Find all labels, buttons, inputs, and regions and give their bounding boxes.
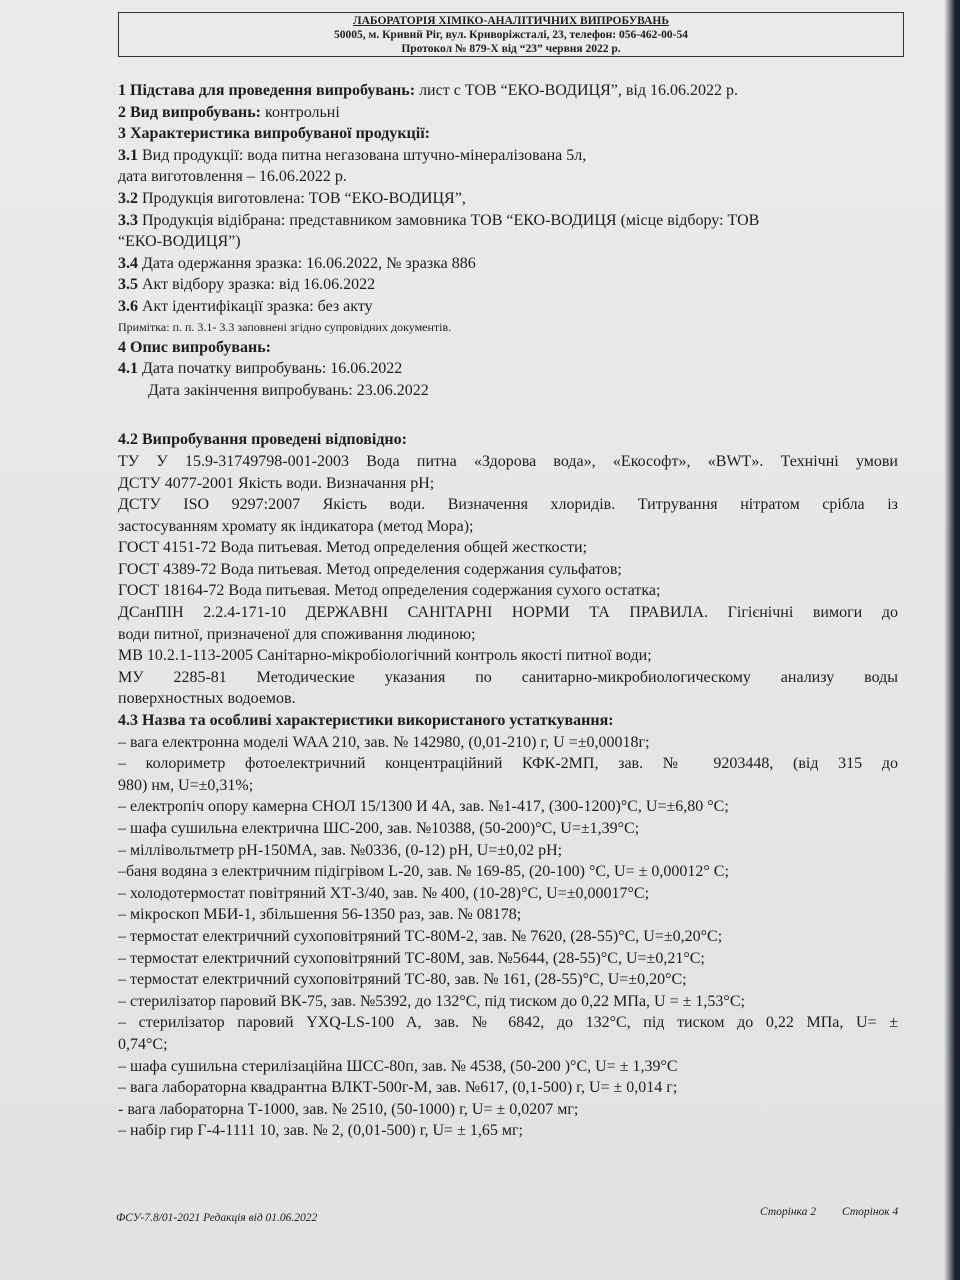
section-2: 2 Вид випробувань: контрольні xyxy=(118,103,340,121)
section-1: 1 Підстава для проведення випробувань: лист с ТОВ “ЕКО-ВОДИЦЯ”, від 16.06.2022 р. xyxy=(118,82,738,99)
section-3-6: 3.6 Акт ідентифікації зразка: без акту xyxy=(118,297,373,315)
standard-line: поверхностных водоемов. xyxy=(118,690,296,708)
section-3-1: 3.1 Вид продукції: вода питна негазована штучно-мінералізована 5л, xyxy=(118,146,587,164)
section-3-4: 3.4 Дата одержання зразка: 16.06.2022, № зразка 886 xyxy=(118,254,476,272)
section-3-5: 3.5 Акт відбору зразка: від 16.06.2022 xyxy=(118,276,376,294)
form-code: ФСУ-7.8/01-2021 Редакція від 01.06.2022 xyxy=(116,1212,318,1224)
section-3-3-cont: “ЕКО-ВОДИЦЯ”) xyxy=(118,233,241,251)
page-number: Сторінка 2 xyxy=(760,1206,817,1218)
standard-line: ТУ У 15.9-31749798-001-2003 Вода питна «Здорова вода», «Екософт», «BWT». Технічні умови xyxy=(118,452,898,470)
equipment-line: 0,74°С; xyxy=(118,1035,168,1053)
spacer xyxy=(118,421,898,429)
equipment-line: – шафа сушильна електрична ШС-200, зав. №10388, (50-200)°С, U=±1,39°С; xyxy=(118,820,640,837)
equipment-line: – термостат електричний сухоповітряний ТС-80М, зав. №5644, (28-55)°С, U=±0,21°С; xyxy=(118,949,705,967)
section-4-1-end-date: Дата закінчення випробувань: 23.06.2022 xyxy=(148,381,429,399)
equipment-line: –баня водяна з електричним підігрівом L-20, зав. № 169-85, (20-100) °С, U= ± 0,00012° С; xyxy=(118,863,729,881)
standards-list xyxy=(118,451,898,710)
standard-line: води питної, призначеної для споживання людиною; xyxy=(118,625,476,643)
equipment-line: – мікроскоп МБИ-1, збільшення 56-1350 раз, зав. № 08178; xyxy=(118,906,522,924)
lab-address: 50005, м. Кривий Ріг, вул. Криворіжсталі, 23, телефон: 056-462-00-54 xyxy=(334,29,688,41)
standard-line: МВ 10.2.1-113-2005 Санітарно-мікробіологічний контроль якості питної води; xyxy=(118,647,652,665)
note: Примітка: п. п. 3.1- 3.3 заповнені згідно супровідних документів. xyxy=(118,319,452,334)
page-edge-shadow xyxy=(944,0,960,1280)
section-4-2-heading: 4.2 Випробування проведені відповідно: xyxy=(118,431,407,449)
section-3-3: 3.3 Продукція відібрана: представником замовника ТОВ “ЕКО-ВОДИЦЯ (місце відбору: ТОВ xyxy=(118,211,760,229)
section-4-heading: 4 Опис випробувань: xyxy=(118,338,271,356)
lab-name: ЛАБОРАТОРІЯ ХІМІКО-АНАЛІТИЧНИХ ВИПРОБУВАНЬ xyxy=(353,15,669,27)
equipment-line: – шафа сушильна стерилізаційна ШСС-80п, зав. № 4538, (50-200 )°С, U= ± 1,39°С xyxy=(118,1057,678,1075)
page-counter xyxy=(760,1206,898,1218)
equipment-line: – холодотермостат повітряний ХТ-3/40, зав. № 400, (10-28)°С, U=±0,00017°С; xyxy=(118,884,650,902)
section-3-1-date: дата виготовлення – 16.06.2022 р. xyxy=(118,168,347,186)
protocol-body xyxy=(118,80,898,1142)
standard-line: ГОСТ 4151-72 Вода питьевая. Метод определения общей жесткости; xyxy=(118,539,588,557)
equipment-line: - вага лабораторна Т-1000, зав. № 2510, (50-1000) г, U= ± 0,0207 мг; xyxy=(118,1100,579,1118)
page-total: Сторінок 4 xyxy=(842,1206,899,1218)
equipment-line: – термостат електричний сухоповітряний ТС-80, зав. № 161, (28-55)°С, U=±0,20°С; xyxy=(118,971,687,989)
standard-line: МУ 2285-81 Методические указания по санитарно-микробиологическому анализу воды xyxy=(118,668,898,686)
equipment-line: – стерилізатор паровий ВК-75, зав. №5392, до 132°С, під тиском до 0,22 МПа, U = ± 1,53°С; xyxy=(118,992,745,1010)
section-4-1: 4.1 Дата початку випробувань: 16.06.2022 xyxy=(118,360,403,378)
standard-line: ДСТУ 4077-2001 Якість води. Визначання рН; xyxy=(118,474,435,492)
standard-line: ДСанПІН 2.2.4-171-10 ДЕРЖАВНІ САНІТАРНІ НОРМИ ТА ПРАВИЛА. Гігієнічні вимоги до xyxy=(118,604,898,622)
standard-line: застосуванням хромату як індикатора (метод Мора); xyxy=(118,517,474,535)
section-3-2: 3.2 Продукція виготовлена: ТОВ “ЕКО-ВОДИЦЯ”, xyxy=(118,189,466,207)
standard-line: ГОСТ 4389-72 Вода питьевая. Метод определения содержания сульфатов; xyxy=(118,560,622,578)
standard-line: ГОСТ 18164-72 Вода питьевая. Метод определения содержания сухого остатка; xyxy=(118,582,661,600)
equipment-line: – вага лабораторна квадрантна ВЛКТ-500г-М, зав. №617, (0,1-500) г, U= ± 0,014 г; xyxy=(118,1079,678,1097)
equipment-line: – набір гир Г-4-1111 10, зав. № 2, (0,01-500) г, U= ± 1,65 мг; xyxy=(118,1122,523,1140)
equipment-line: – вага електронна моделі WAA 210, зав. № 142980, (0,01-210) г, U =±0,00018г; xyxy=(118,733,650,751)
equipment-line: – колориметр фотоелектричний концентраційний КФК-2МП, зав. № 9203448, (від 315 до xyxy=(118,755,898,773)
section-3-heading: 3 Характеристика випробуваної продукції: xyxy=(118,125,430,143)
lab-header xyxy=(118,12,904,57)
equipment-line: – міллівольтметр рН-150МА, зав. №0336, (0-12) рН, U=±0,02 рН; xyxy=(118,841,563,859)
equipment-line: 980) нм, U=±0,31%; xyxy=(118,776,254,794)
equipment-line: – термостат електричний сухоповітряний ТС-80М-2, зав. № 7620, (28-55)°С, U=±0,20°С; xyxy=(118,927,723,945)
equipment-line: – електропіч опору камерна СНОЛ 15/1300 И 4А, зав. №1-417, (300-1200)°С, U=±6,80 °С; xyxy=(118,798,729,816)
equipment-list xyxy=(118,732,898,1142)
section-4-3-heading: 4.3 Назва та особливі характеристики використаного устаткування: xyxy=(118,712,614,730)
standard-line: ДСТУ ISO 9297:2007 Якість води. Визначення хлоридів. Титрування нітратом срібла із xyxy=(118,496,898,514)
protocol-number: Протокол № 879-Х від “23” червня 2022 р. xyxy=(401,43,621,55)
equipment-line: – стерилізатор паровий YXQ-LS-100 A, зав. № 6842, до 132°С, під тиском до 0,22 МПа, U= ± xyxy=(118,1014,898,1032)
spacer xyxy=(118,401,898,421)
